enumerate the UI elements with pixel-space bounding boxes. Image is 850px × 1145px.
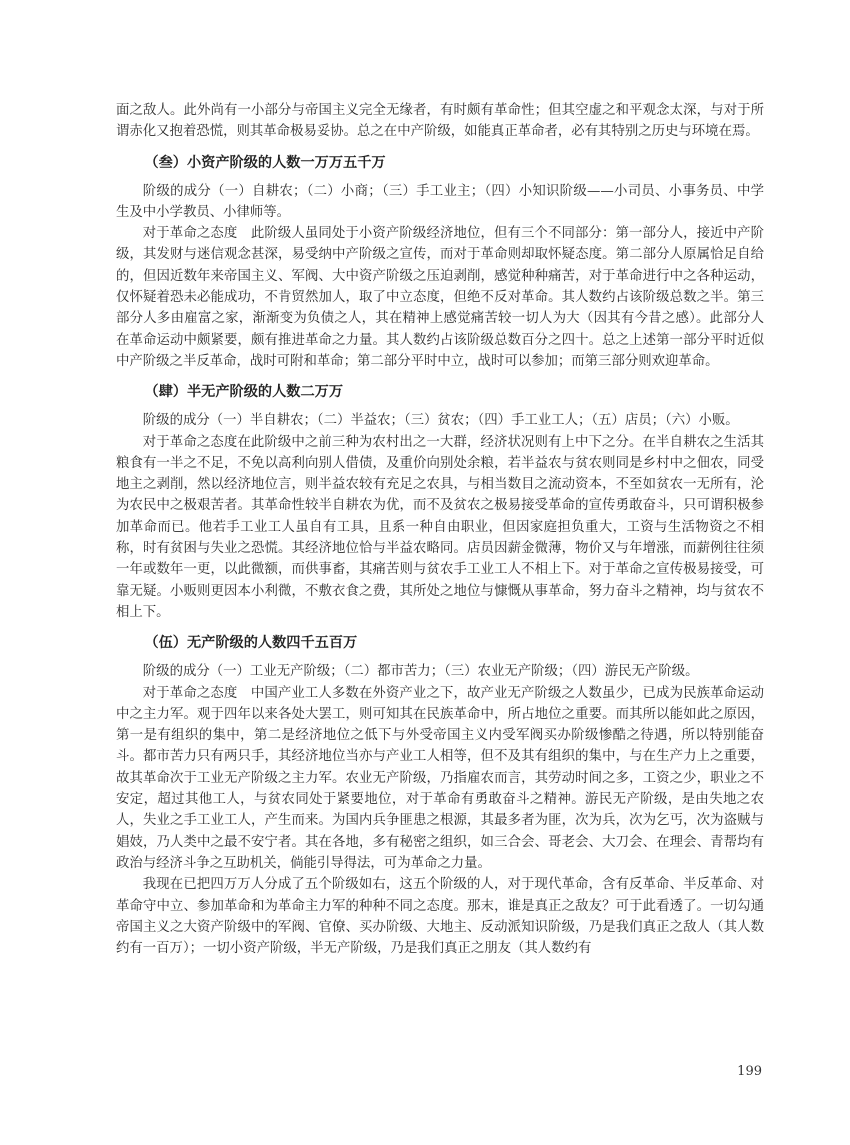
paragraph-conclusion: 我现在已把四万万人分成了五个阶级如右，这五个阶级的人，对于现代革命，含有反革命、半反革命、对革命守中立、参加革命和为革命主力军的种种不同之态度。那末，谁是真正之敌友？可于此看透了。一切勾通帝国主义之大资产阶级中的军阀、官僚、买办阶级、大地主、反动派知识阶级，乃是我们真正之敌人（其人数约有一百万）；一切小资产阶级，半无产阶级，乃是我们真正之朋友（其人数约有 [116, 877, 764, 957]
section-heading-petty-bourgeoisie: （叁）小资产阶级的人数一万万五千万 [144, 154, 386, 171]
paragraph-attitude-to-revolution: 对于革命之态度在此阶级中之前三种为农村出之一大群，经济状况则有上中下之分。在半自耕农之生活其粮食有一半之不足，不免以高利向别人借债，及重价向别处余粮，若半益农与贫农则同是乡村中之佃农，同受地主之剥削，然以经济地位言，则半益农较有充足之农具，与相当数目之流动资本，不至如贫农一无所有，沦为农民中之极艰苦者。其革命性较半自耕农为优，而不及贫农之极易接受革命的宣传勇敢奋斗，只可谓积极参加革命而已。他若手工业工人虽自有工具，且系一种自由职业，但因家庭担负重大，工资与生活物资之不相称，时有贫困与失业之恐慌。其经济地位恰与半益农略同。店员因薪金微薄，物价又与年增涨，而薪例往往须一年或数年一更，以此微额，而供事畜，其痛苦则与贫农手工业工人不相上下。对于革命之宣传极易接受，可靠无疑。小贩则更因本小利微，不敷衣食之费，其所处之地位与慷慨从事革命，努力奋斗之精神，均与贫农不相上下。 [116, 434, 764, 620]
paragraph-attitude-to-revolution: 对于革命之态度 中国产业工人多数在外资产业之下，故产业无产阶级之人数虽少，已成为民族革命运动中之主力军。观于四年以来各处大罢工，则可知其在民族革命中，所占地位之重要。而其所以能如此之原因，第一是有组织的集中，第二是经济地位之低下与外受帝国主义内受军阀买办阶级惨酷之待遇，所以特别能奋斗。都市苦力只有两只手，其经济地位当亦与产业工人相等，但不及其有组织的集中，与在生产力上之重要，故其革命次于工业无产阶级之主力军。农业无产阶级，乃指雇农而言，其劳动时间之多，工资之少，职业之不安定，超过其他工人，与贫农同处于紧要地位，对于革命有勇敢奋斗之精神。游民无产阶级，是由失地之农人，失业之手工业工人，产生而来。为国内兵争匪患之根源，其最多者为匪，次为兵，次为乞丐，次为盗贼与娼妓，乃人类中之最不安宁者。其在各地，多有秘密之组织，如三合会、哥老会、大刀会、在理会、青帮均有政治与经济斗争之互助机关，倘能引导得法，可为革命之力量。 [116, 685, 764, 871]
page-body [116, 100, 764, 959]
paragraph-class-composition: 阶级的成分（一）半自耕农；（二）半益农；（三）贫农；（四）手工业工人；（五）店员；（六）小贩。 [142, 413, 739, 429]
paragraph-continuation: 面之敌人。此外尚有一小部分与帝国主义完全无缘者，有时颇有革命性；但其空虚之和平观念太深，与对于所谓赤化又抱着恐慌，则其革命极易妥协。总之在中产阶级，如能真正革命者，必有其特别之历史与环境在焉。 [116, 103, 764, 140]
page-number: 199 [737, 1064, 762, 1079]
section-heading-proletariat: （伍）无产阶级的人数四千五百万 [144, 635, 358, 652]
paragraph-attitude-to-revolution: 对于革命之态度 此阶级人虽同处于小资产阶级经济地位，但有三个不同部分：第一部分人，接近中产阶级，其发财与迷信观念甚深，易受纳中产阶级之宣传，而对于革命则却取怀疑态度。第二部分人原属恰足自给的，但因近数年来帝国主义、军阀、大中资产阶级之压迫剥削，感觉种种痛苦，对于革命进行中之各种运动，仅怀疑着恐未必能成功，不肯贸然加人，取了中立态度，但绝不反对革命。其人数约占该阶级总数之半。第三部分人多由雇富之家，渐渐变为负债之人，其在精神上感觉痛苦较一切人为大（因其有今昔之感）。此部分人在革命运动中颇紧要，颇有推进革命之力量。其人数约占该阶级总数百分之四十。总之上述第一部分平时近似中产阶级之半反革命，战时可附和革命；第二部分平时中立，战时可以参加；而第三部分则欢迎革命。 [116, 226, 764, 369]
paragraph-class-composition: 阶级的成分（一）自耕农；（二）小商；（三）手工业主；（四）小知识阶级——小司员、小事务员、中学生及中小学教员、小律师等。 [116, 183, 764, 220]
paragraph-class-composition: 阶级的成分（一）工业无产阶级；（二）都市苦力；（三）农业无产阶级；（四）游民无产阶级。 [142, 664, 699, 680]
section-heading-semi-proletariat: （肆）半无产阶级的人数二万万 [144, 384, 344, 401]
